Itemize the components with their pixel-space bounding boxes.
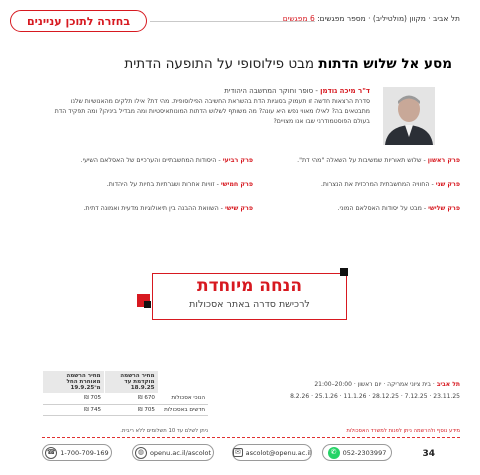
pricing-early-price: 670 ₪ xyxy=(104,393,158,404)
phone-contact-button[interactable] xyxy=(42,444,112,461)
pricing-late-price: 745 ₪ xyxy=(43,404,105,415)
back-to-contents-label: בחזרה לתוכן עניינים xyxy=(26,14,131,28)
page-title-bold: מסע אל שלוש הדתות xyxy=(318,56,452,72)
lecturer-role: - סופר וחוקר המחשבה היהודית xyxy=(224,87,321,95)
chapter-text: - היסודות המחשבתיים והערכיים של האסלאם השיעי. xyxy=(80,157,223,164)
website-url: openu.ac.il/ascolot xyxy=(149,448,212,457)
lecturer-name: ד"ר מיכה גודמן xyxy=(320,87,370,95)
email-link[interactable] xyxy=(232,444,312,461)
pricing-header-cell xyxy=(158,371,208,393)
chapter-item xyxy=(321,181,460,188)
footer-divider xyxy=(42,437,460,438)
chapter-text: - שלוש תאוריות שמשיבות על השאלה "מהי דת". xyxy=(297,157,428,164)
page-title xyxy=(124,56,452,72)
page-number: 34 xyxy=(422,449,435,459)
back-to-contents-button[interactable] xyxy=(10,10,147,32)
website-link[interactable] xyxy=(132,444,214,461)
pricing-header-cell: מחיר הרשמה מאוחרת החל מ־19.9.25 xyxy=(43,371,105,393)
decorative-black-square xyxy=(144,301,151,308)
contact-note: מידע נוסף ולהרשמה ניתן לפנות למשרד האסכולות xyxy=(346,428,460,434)
chapter-label: פרק רביעי xyxy=(222,157,253,164)
table-row xyxy=(43,393,209,404)
phone-number: 1-700-709-169 xyxy=(60,448,109,457)
email-icon: ✉ xyxy=(234,448,241,456)
chapter-text: - החוויה המחשבתית המרכזית את הנצרות. xyxy=(320,181,436,188)
page-title-rest: מבט פילוסופי על התופעה הדתית xyxy=(124,56,319,72)
phone-icon: ☎ xyxy=(45,447,57,459)
globe-icon: ◍ xyxy=(135,447,147,459)
pricing-row-label: הנוכי אסכולות xyxy=(158,393,208,404)
lecturer-photo xyxy=(383,87,435,145)
decorative-black-square xyxy=(340,268,348,276)
pricing-early-price: 705 ₪ xyxy=(104,404,158,415)
chapter-label: פרק ראשון xyxy=(427,157,460,164)
schedule-dates: 23.11.25 · 7.12.25 · 28.12.25 · 11.1.26 · 25.1.26 · 8.2.26 xyxy=(290,393,460,400)
breadcrumb-text: תל אביב · מקוון (מולטיליב) · מספר מפגשים: xyxy=(314,14,460,23)
pricing-header-cell: מחיר הרשמה מוקדמת עד 18.9.25 xyxy=(104,371,158,393)
chapter-text: - מבט על יסודות האסלאם המוני. xyxy=(337,205,429,212)
chapter-label: פרק שישי xyxy=(224,205,253,212)
whatsapp-number: 052-2303997 xyxy=(342,448,387,457)
chapter-label: פרק חמישי xyxy=(220,181,253,188)
chapter-item xyxy=(297,157,460,164)
discount-banner-subtitle: לרכישת סדרה באתר אסכולות xyxy=(189,299,310,310)
lecturer-credit xyxy=(224,87,370,95)
schedule-city: תל אביב xyxy=(436,381,460,388)
breadcrumb xyxy=(283,14,460,23)
sessions-count: 6 מפגשים xyxy=(282,14,315,23)
schedule-details: · בית ציוני אמריקה · יום ראשון · 20:00–21:00 xyxy=(314,381,437,388)
chapter-text: - השוואת ההבנה בין תיאולוגיות מדעית ואמונה דתית. xyxy=(83,205,225,212)
pricing-table xyxy=(42,371,208,416)
chapter-item xyxy=(107,181,253,188)
pricing-header-row xyxy=(43,371,209,393)
chapter-item xyxy=(337,205,460,212)
discount-banner-title: הנחה מיוחדת xyxy=(196,276,303,296)
series-description: סדרת הרצאות חדשה זו תעמוק בסוגיות הדת בהשראת החשיבה הפילוסופית. מהי דת? אילו תלקים מהאנושיות שלנו מתבטאים בה? לאילו מאווי נפש היא עונה? מה משותף לשלוש הדתות המונותאיסטיות ומה מבדיל ביניהן? ומה תפקיד הדת בעולם הפוסטמודרני שבו אנו מצויים? xyxy=(54,98,370,125)
schedule-info xyxy=(314,381,460,388)
lecturer-portrait-image xyxy=(383,87,435,145)
chapter-label: פרק שלישי xyxy=(428,205,460,212)
chapter-item xyxy=(84,205,253,212)
whatsapp-icon: ✆ xyxy=(328,447,340,459)
pricing-late-price: 705 ₪ xyxy=(43,393,105,404)
chapter-item xyxy=(81,157,253,164)
pricing-row-label: חדשים באסכולות xyxy=(158,404,208,415)
chapter-label: פרק שני xyxy=(435,181,460,188)
whatsapp-contact-button[interactable] xyxy=(322,444,392,461)
installments-note: ניתן לשלם עד 10 תשלומים ללא ריבית. xyxy=(120,428,208,434)
email-address: ascolot@openu.ac.il xyxy=(245,448,311,457)
chapter-text: - זוויות אחרות ושגרתיות בחיות על היהדות. xyxy=(106,181,221,188)
table-row xyxy=(43,404,209,415)
